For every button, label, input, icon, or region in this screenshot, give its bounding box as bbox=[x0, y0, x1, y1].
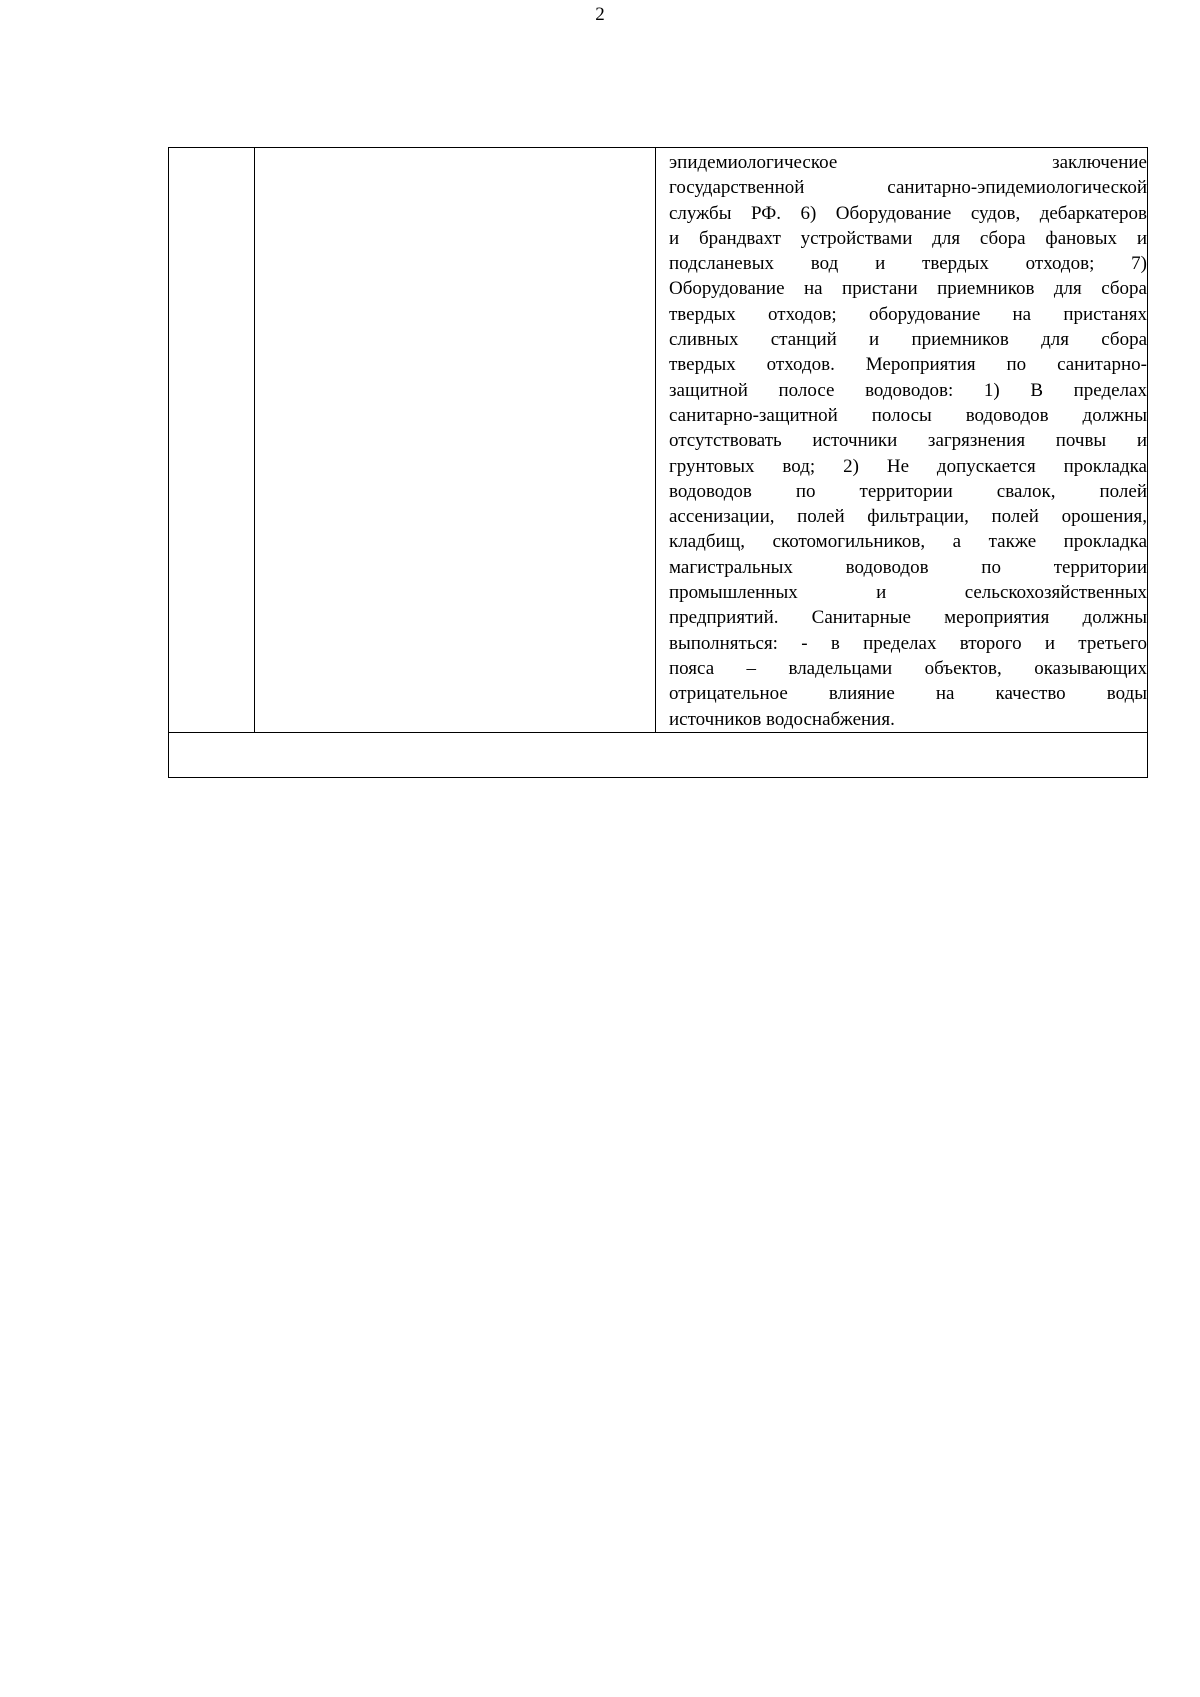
text-line: кладбищ, скотомогильников, а также прокладка bbox=[669, 531, 1147, 553]
text-line: предприятий. Санитарные мероприятия должны bbox=[669, 607, 1147, 629]
document-table bbox=[168, 147, 1148, 778]
measures-text bbox=[656, 148, 1147, 732]
text-line: отрицательное влияние на качество воды bbox=[669, 683, 1147, 705]
table-row-empty bbox=[169, 732, 1148, 777]
text-line: источников водоснабжения. bbox=[669, 708, 895, 730]
text-line: твердых отходов; оборудование на пристанях bbox=[669, 303, 1147, 325]
text-line: пояса – владельцами объектов, оказывающих bbox=[669, 657, 1147, 679]
text-line: государственной санитарно-эпидемиологической bbox=[669, 177, 1147, 199]
table-row bbox=[169, 148, 1148, 733]
page-number: 2 bbox=[595, 4, 605, 25]
text-line: отсутствовать источники загрязнения почвы и bbox=[669, 430, 1147, 452]
text-line: и брандвахт устройствами для сбора фановых и bbox=[669, 227, 1147, 249]
text-line: грунтовых вод; 2) Не допускается прокладка bbox=[669, 455, 1147, 477]
text-line: выполняться: - в пределах второго и третьего bbox=[669, 632, 1147, 654]
text-line: Оборудование на пристани приемников для сбора bbox=[669, 278, 1147, 300]
text-line: промышленных и сельскохозяйственных bbox=[669, 582, 1147, 604]
text-line: защитной полосе водоводов: 1) В пределах bbox=[669, 379, 1147, 401]
text-line: санитарно-защитной полосы водоводов должны bbox=[669, 404, 1147, 426]
table-cell-measures bbox=[656, 148, 1148, 733]
table-cell-merged bbox=[169, 732, 1148, 777]
text-line: подсланевых вод и твердых отходов; 7) bbox=[669, 253, 1147, 275]
text-line: твердых отходов. Мероприятия по санитарно- bbox=[669, 354, 1147, 376]
text-line: эпидемиологическое заключение bbox=[669, 152, 1147, 173]
table-cell-number bbox=[169, 148, 255, 733]
text-line: водоводов по территории свалок, полей bbox=[669, 480, 1147, 502]
text-line: ассенизации, полей фильтрации, полей орошения, bbox=[669, 506, 1147, 528]
text-line: службы РФ. 6) Оборудование судов, дебаркатеров bbox=[669, 202, 1147, 224]
table-cell-name bbox=[255, 148, 656, 733]
text-line: сливных станций и приемников для сбора bbox=[669, 329, 1147, 351]
text-line: магистральных водоводов по территории bbox=[669, 556, 1147, 578]
